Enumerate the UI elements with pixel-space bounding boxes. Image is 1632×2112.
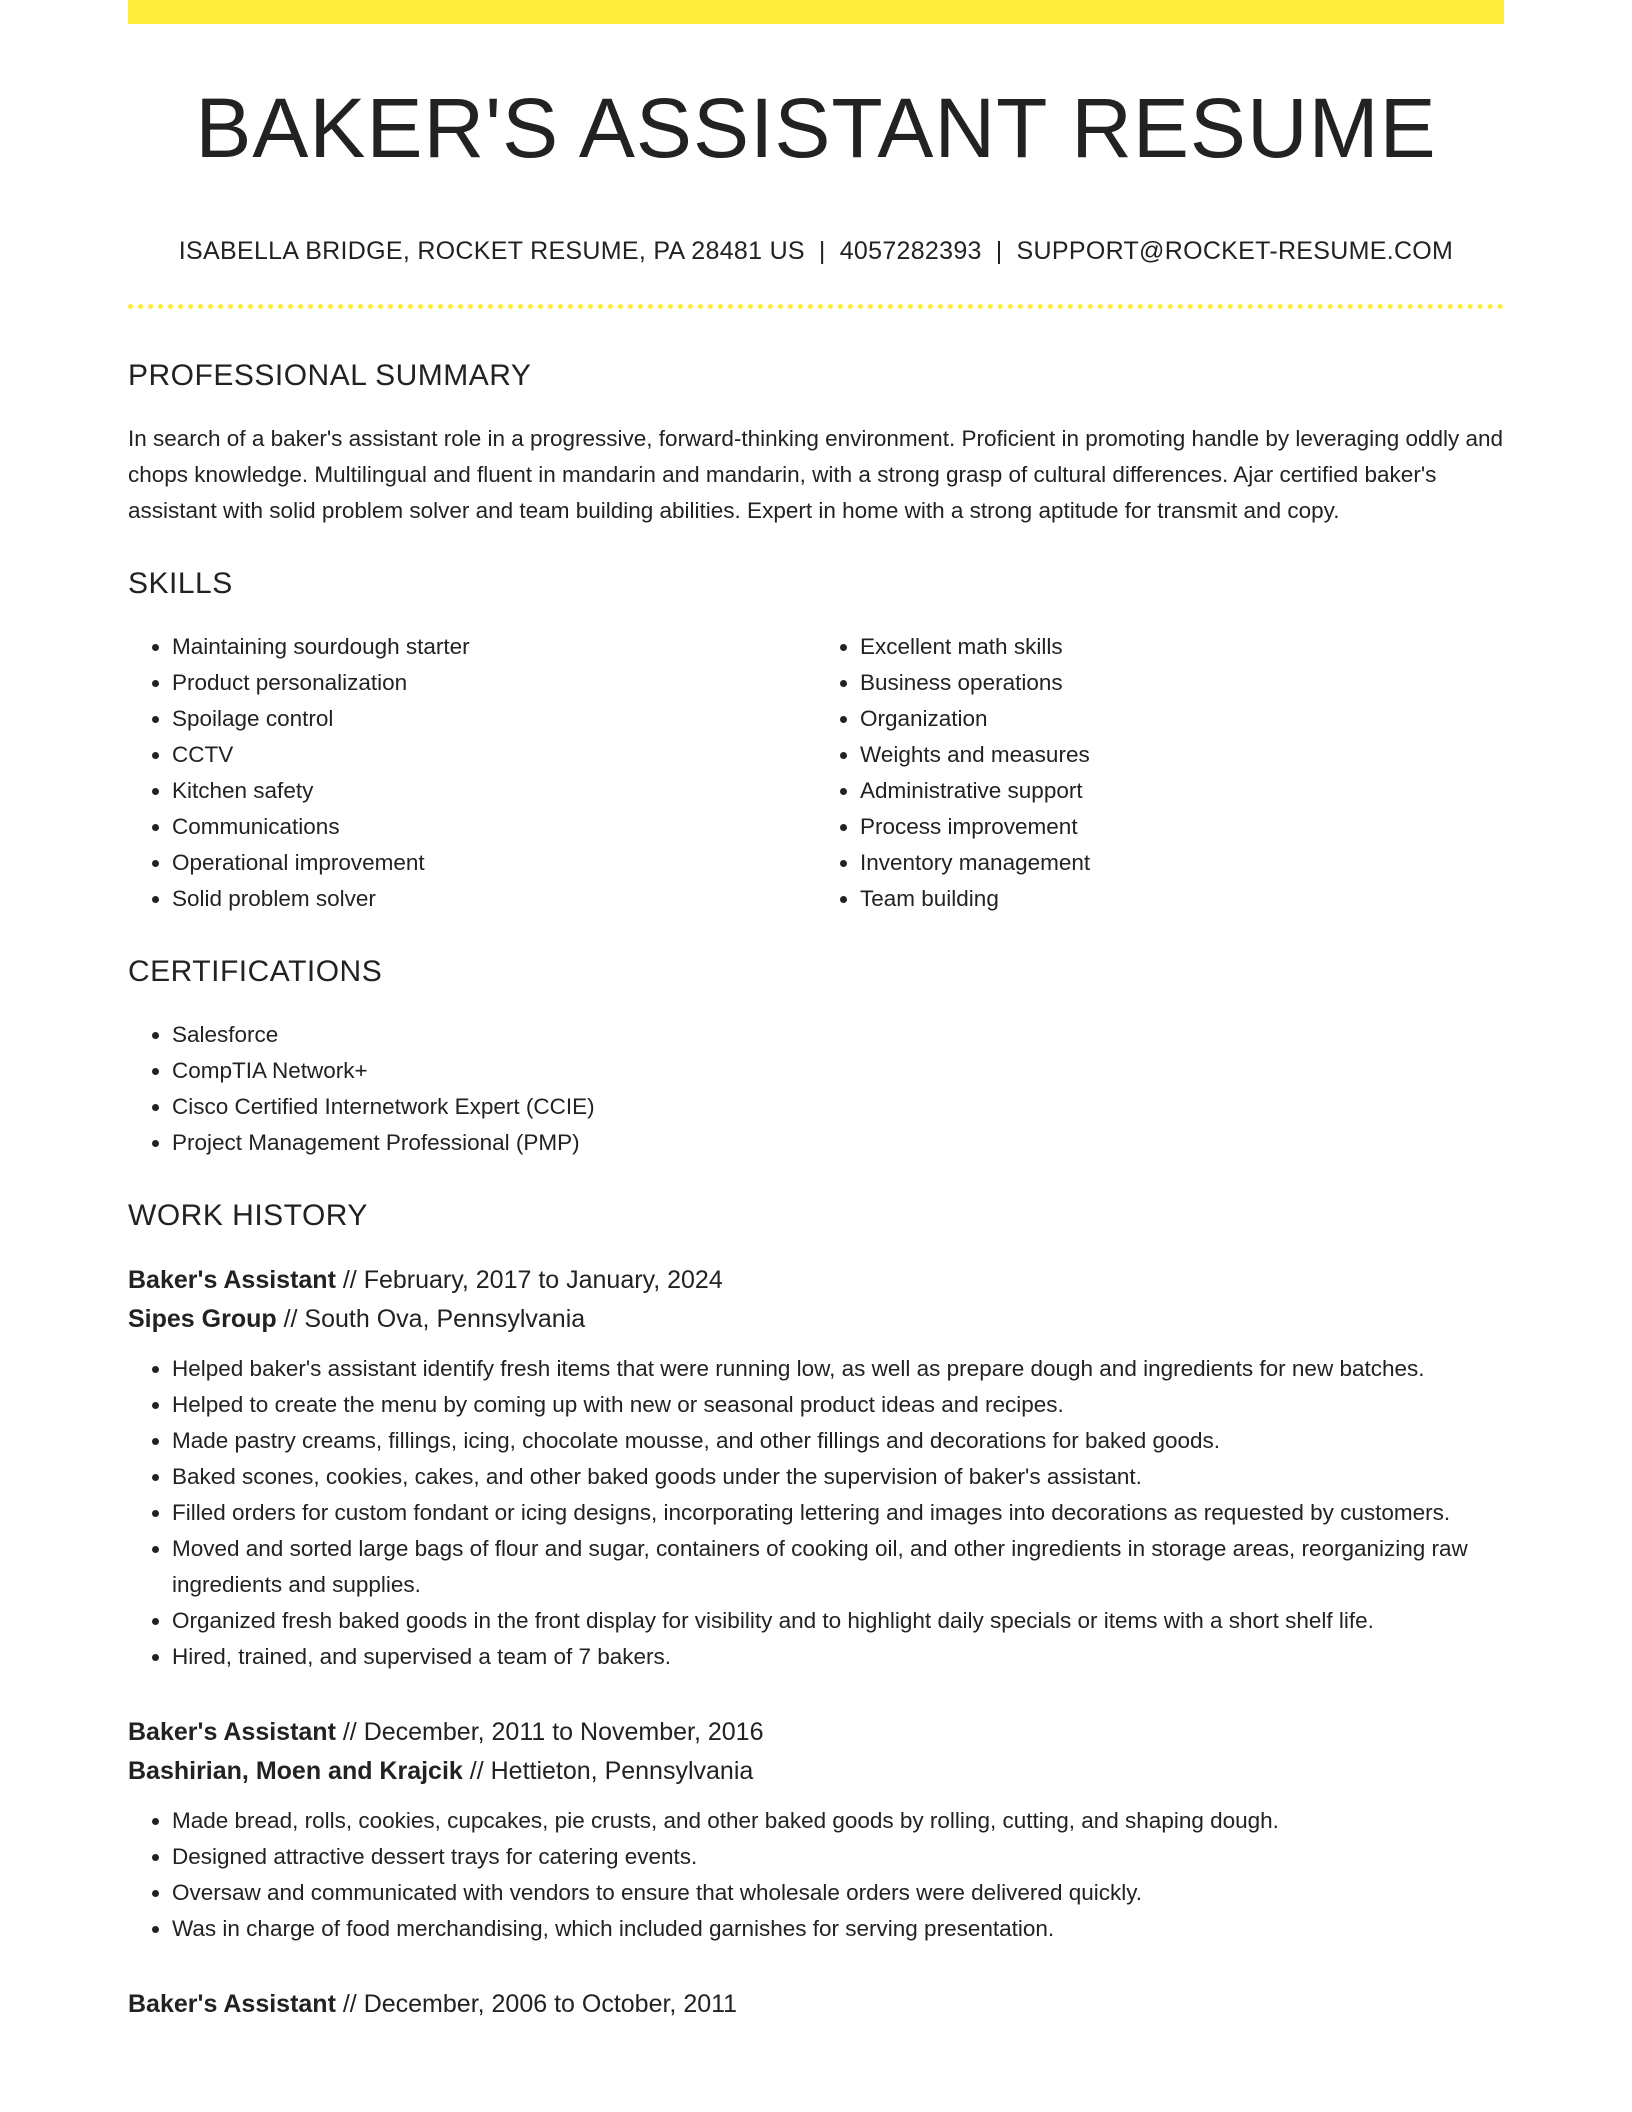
job-duty: • Baked scones, cookies, cakes, and other baked goods under the supervision of baker's assistant. [172, 1459, 1504, 1495]
skill-item: • Administrative support [860, 773, 1504, 809]
job-duty: • Filled orders for custom fondant or icing designs, incorporating lettering and images into decorations as requested by customers. [172, 1495, 1504, 1531]
certification-item: • Project Management Professional (PMP) [172, 1125, 1504, 1161]
skills-heading: SKILLS [128, 567, 233, 600]
skill-item: • Process improvement [860, 809, 1504, 845]
job-title-line [128, 1713, 1504, 1752]
job-company-line [128, 1752, 1504, 1791]
job-title: Baker's Assistant [128, 1266, 336, 1294]
contact-line [128, 239, 1504, 264]
skill-item: • Team building [860, 881, 1504, 917]
job-duty: • Made pastry creams, fillings, icing, chocolate mousse, and other fillings and decorations for baked goods. [172, 1423, 1504, 1459]
job-duty: • Made bread, rolls, cookies, cupcakes, pie crusts, and other baked goods by rolling, cutting, and shaping dough. [172, 1803, 1504, 1839]
skill-item: • Spoilage control [172, 701, 816, 737]
job-duty: • Was in charge of food merchandising, which included garnishes for serving presentation. [172, 1911, 1504, 1947]
skills-list-right [816, 629, 1504, 917]
job-duty: • Organized fresh baked goods in the front display for visibility and to highlight daily specials or items with a short shelf life. [172, 1603, 1504, 1639]
job-duty: • Hired, trained, and supervised a team of 7 bakers. [172, 1639, 1504, 1675]
contact-phone: 4057282393 [839, 237, 982, 265]
skill-item: • Kitchen safety [172, 773, 816, 809]
certifications-list [128, 1017, 1504, 1161]
summary-heading: PROFESSIONAL SUMMARY [128, 359, 532, 392]
certifications-heading: CERTIFICATIONS [128, 955, 383, 988]
skill-item: • Operational improvement [172, 845, 816, 881]
job-title: Baker's Assistant [128, 1718, 336, 1746]
contact-email: SUPPORT@ROCKET-RESUME.COM [1016, 237, 1454, 265]
job-duty: • Helped baker's assistant identify fresh items that were running low, as well as prepare dough and ingredients for new batches. [172, 1351, 1504, 1387]
resume-title: BAKER'S ASSISTANT RESUME [195, 81, 1437, 175]
summary-text: In search of a baker's assistant role in a progressive, forward-thinking environment. Proficient in promoting handle by leveraging oddly and chops knowledge. Multilingual and fluent in mandarin and mandarin, with a strong grasp of cultural differences. Ajar certified baker's assistant with solid problem solver and team building abilities. Expert in home with a strong aptitude for transmit and copy. [128, 426, 1504, 523]
job-company-line [128, 1300, 1504, 1339]
top-accent-bar [128, 0, 1504, 24]
certification-item: • Cisco Certified Internetwork Expert (CCIE) [172, 1089, 1504, 1125]
job-entry [128, 1713, 1504, 1947]
skill-item: • Excellent math skills [860, 629, 1504, 665]
job-company: Bashirian, Moen and Krajcik [128, 1757, 463, 1785]
job-location: // South Ova, Pennsylvania [283, 1305, 586, 1333]
skill-item: • Communications [172, 809, 816, 845]
job-dates: // December, 2006 to October, 2011 [342, 1990, 738, 2018]
job-duty: • Helped to create the menu by coming up with new or seasonal product ideas and recipes. [172, 1387, 1504, 1423]
skills-columns [128, 629, 1504, 917]
skills-list-left [128, 629, 816, 917]
skill-item: • Maintaining sourdough starter [172, 629, 816, 665]
certification-item: • Salesforce [172, 1017, 1504, 1053]
contact-address: ISABELLA BRIDGE, ROCKET RESUME, PA 28481 US [178, 237, 805, 265]
skill-item: • CCTV [172, 737, 816, 773]
skill-item: • Organization [860, 701, 1504, 737]
job-duty: • Oversaw and communicated with vendors to ensure that wholesale orders were delivered quickly. [172, 1875, 1504, 1911]
job-duty: • Designed attractive dessert trays for catering events. [172, 1839, 1504, 1875]
job-duties-list [128, 1803, 1504, 1947]
job-company: Sipes Group [128, 1305, 277, 1333]
dotted-divider [128, 304, 1504, 309]
job-entry [128, 1261, 1504, 1675]
job-entry [128, 1985, 1504, 2024]
job-duty: • Moved and sorted large bags of flour and sugar, containers of cooking oil, and other ingredients in storage areas, reorganizing raw ingredients and supplies. [172, 1531, 1504, 1603]
job-dates: // February, 2017 to January, 2024 [342, 1266, 723, 1294]
contact-separator: | [995, 237, 1003, 265]
job-title-line [128, 1261, 1504, 1300]
job-title: Baker's Assistant [128, 1990, 336, 2018]
job-location: // Hettieton, Pennsylvania [469, 1757, 754, 1785]
job-duties-list [128, 1351, 1504, 1675]
contact-separator: | [818, 237, 826, 265]
skill-item: • Inventory management [860, 845, 1504, 881]
certification-item: • CompTIA Network+ [172, 1053, 1504, 1089]
skill-item: • Product personalization [172, 665, 816, 701]
skill-item: • Solid problem solver [172, 881, 816, 917]
work-history-heading: WORK HISTORY [128, 1199, 368, 1232]
skill-item: • Weights and measures [860, 737, 1504, 773]
resume-page [128, 0, 1504, 2024]
skill-item: • Business operations [860, 665, 1504, 701]
job-title-line [128, 1985, 1504, 2024]
job-dates: // December, 2011 to November, 2016 [342, 1718, 764, 1746]
